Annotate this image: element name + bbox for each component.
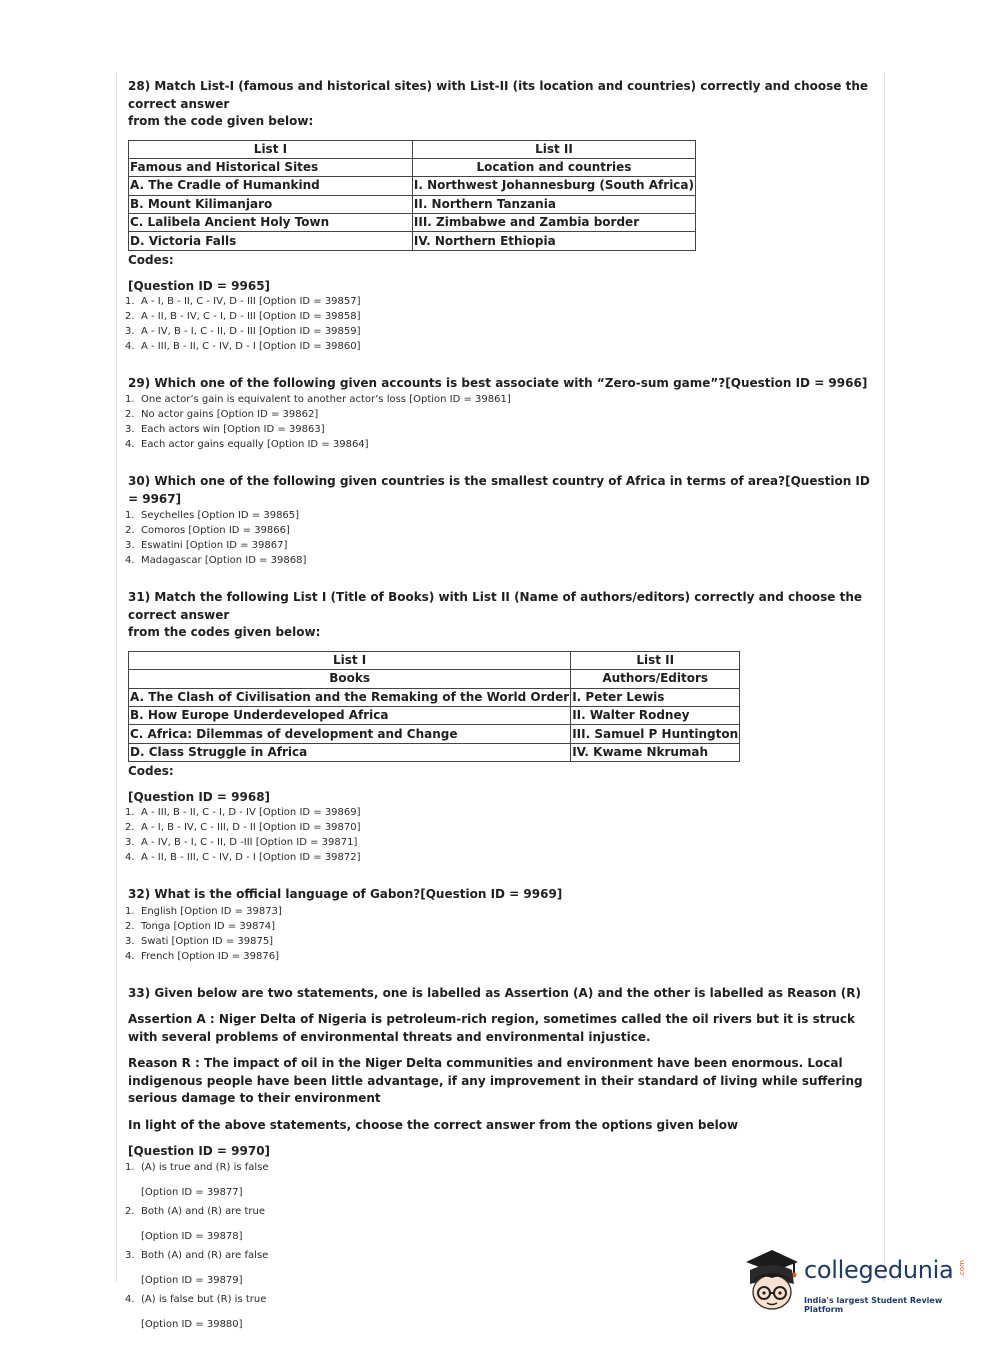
document-content [125,78,873,1335]
collegedunia-logo [742,1248,972,1318]
option-item: 1. One actor’s gain is equivalent to another actor’s loss [Option ID = 39861] [125,394,511,406]
table-row: D. Class Struggle in Africa IV. Kwame Nkrumah [129,743,740,761]
question-30-title: 30) Which one of the following given countries is the smallest country of Africa in terms of area?[Question ID = 9967] [128,474,870,506]
logo-wordmark: collegedunia [804,1256,954,1284]
left-margin-rule [116,72,117,1282]
table-row: List I List II [129,140,696,158]
table-row: B. Mount Kilimanjaro II. Northern Tanzania [129,195,696,213]
option-item: 3. Both (A) and (R) are false [Option ID = 39879] [125,1250,269,1287]
option-item: 3. Swati [Option ID = 39875] [125,935,274,947]
table-row: Books Authors/Editors [129,670,740,688]
option-item: 2. Tonga [Option ID = 39874] [125,920,276,932]
question-33-instruction: In light of the above statements, choose the correct answer from the options given below [128,1117,739,1132]
option-item: 2. No actor gains [Option ID = 39862] [125,409,319,421]
logo-domain-suffix: .com [958,1260,966,1278]
table-row: List I List II [129,651,740,669]
question-28-options [125,294,870,354]
right-margin-rule [884,72,885,1282]
table-row: C. Africa: Dilemmas of development and Change III. Samuel P Huntington [129,725,740,743]
question-32 [125,886,873,964]
question-31 [125,589,873,865]
question-33-assertion: Assertion A : Niger Delta of Nigeria is petroleum-rich region, sometimes called the oil rivers but it is struck with several problems of environmental threats and environmental injustice. [128,1012,856,1044]
option-item: 2. Both (A) and (R) are true [Option ID = 39878] [125,1206,266,1243]
question-31-title: 31) Match the following List I (Title of Books) with List II (Name of authors/editors) correctly and choose the correct answer from the codes given below: [128,590,863,640]
option-item: 4. Madagascar [Option ID = 39868] [125,555,307,567]
table-row: D. Victoria Falls IV. Northern Ethiopia [129,232,696,250]
question-31-options [125,805,870,865]
option-item: 4. Each actor gains equally [Option ID = 39864] [125,439,369,451]
option-item: 4. (A) is false but (R) is true [Option ID = 39880] [125,1294,267,1331]
question-32-options [125,904,870,964]
option-item: 1. A - I, B - II, C - IV, D - III [Option ID = 39857] [125,295,361,307]
table-row: A. The Cradle of Humankind I. Northwest Johannesburg (South Africa) [129,177,696,195]
option-item: 4. A - III, B - II, C - IV, D - I [Option ID = 39860] [125,340,361,352]
question-28-title: 28) Match List-I (famous and historical sites) with List-II (its location and countries) correctly and choose the correct answer from the code given below: [128,79,869,128]
question-32-title: 32) What is the official language of Gabon?[Question ID = 9969] [128,887,563,902]
table-row: Famous and Historical Sites Location and countries [129,158,696,176]
option-item: 2. A - I, B - IV, C - III, D - II [Option ID = 39870] [125,822,361,834]
question-31-id: [Question ID = 9968] [128,790,271,805]
question-31-table [128,651,740,762]
option-item: 2. Comoros [Option ID = 39866] [125,525,290,537]
option-item: 3. A - IV, B - I, C - II, D - III [Option ID = 39859] [125,325,361,337]
option-item: 1. Seychelles [Option ID = 39865] [125,510,300,522]
option-item: 4. French [Option ID = 39876] [125,950,279,962]
table-row: C. Lalibela Ancient Holy Town III. Zimbabwe and Zambia border [129,214,696,232]
option-item: 2. A - II, B - IV, C - I, D - III [Option ID = 39858] [125,310,361,322]
question-33-title: 33) Given below are two statements, one is labelled as Assertion (A) and the other is labelled as Reason (R) [128,985,861,1000]
question-28-codes-label: Codes: [128,252,174,267]
table-row: A. The Clash of Civilisation and the Remaking of the World Order I. Peter Lewis [129,688,740,706]
option-item: 1. English [Option ID = 39873] [125,905,282,917]
option-item: 4. A - II, B - III, C - IV, D - I [Option ID = 39872] [125,852,361,864]
question-28 [125,78,873,354]
question-29 [125,375,873,453]
question-29-options [125,392,870,452]
option-item: 3. Each actors win [Option ID = 39863] [125,424,325,436]
option-item: 1. A - III, B - II, C - I, D - IV [Option ID = 39869] [125,807,361,819]
question-30-options [125,508,870,568]
question-33-id: [Question ID = 9970] [128,1144,271,1159]
question-31-codes-label: Codes: [128,764,174,779]
table-row: B. How Europe Underdeveloped Africa II. Walter Rodney [129,707,740,725]
question-29-title: 29) Which one of the following given accounts is best associate with “Zero-sum game”?[Question ID = 9966] [128,375,868,390]
logo-tagline: India's largest Student Review Platform [804,1296,943,1314]
mascot-icon [742,1248,804,1314]
question-28-table [128,140,696,251]
question-28-id: [Question ID = 9965] [128,278,271,293]
question-33-reason: Reason R : The impact of oil in the Niger Delta communities and environment have been enormous. Local indigenous people have been little advantage, if any improvement in their standard of living while suffering serious damage to their environment [128,1056,863,1106]
option-item: 1. (A) is true and (R) is false [Option ID = 39877] [125,1162,269,1199]
option-item: 3. Eswatini [Option ID = 39867] [125,540,288,552]
question-30 [125,473,873,568]
option-item: 3. A - IV, B - I, C - II, D -III [Option ID = 39871] [125,837,358,849]
